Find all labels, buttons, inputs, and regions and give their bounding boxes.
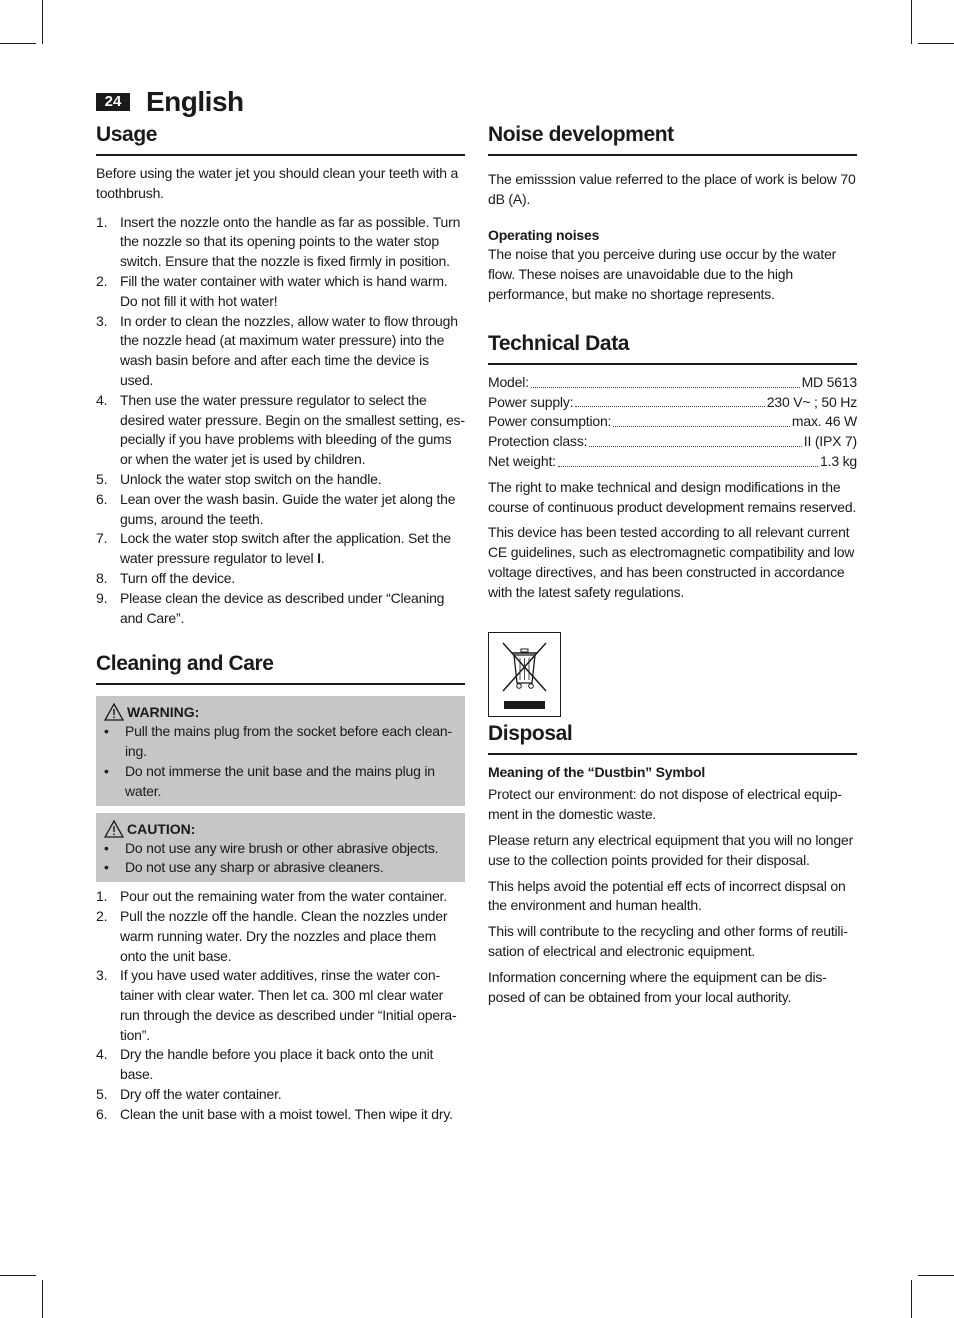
spec-row: Protection class: II (IPX 7)	[488, 433, 857, 450]
list-item: 2. Fill the water container with water which is hand warm. Do not fill it with hot water!	[96, 272, 448, 309]
list-item: 9. Please clean the device as described under “Cleaning and Care”.	[96, 589, 445, 626]
list-item: 6. Lean over the wash basin. Guide the water jet along the gums, around the teeth.	[96, 490, 456, 527]
caution-title: CAUTION:	[127, 820, 196, 837]
noise-heading: Noise development	[488, 120, 857, 156]
spec-row: Power consumption: max. 46 W	[488, 413, 857, 430]
crop-mark	[42, 1280, 43, 1318]
caution-box	[96, 813, 465, 883]
list-item: 5. Unlock the water stop switch on the handle.	[96, 470, 382, 487]
list-item: • Do not use any sharp or abrasive cleaners.	[104, 859, 384, 876]
crop-mark	[911, 1280, 912, 1318]
disposal-para-4: This will contribute to the recycling and other forms of reutili-sation of electrical and electronic equipment.	[488, 923, 848, 959]
warning-icon	[104, 703, 124, 721]
disposal-heading: Disposal	[488, 719, 857, 755]
list-item: • Pull the mains plug from the socket before each clean-ing.	[104, 723, 452, 760]
usage-steps	[96, 213, 465, 629]
crop-mark	[911, 0, 912, 44]
list-item: 1. Pour out the remaining water from the water container.	[96, 888, 447, 905]
spec-row: Power supply: 230 V~ ; 50 Hz	[488, 393, 857, 410]
list-item: 1. Insert the nozzle onto the handle as far as possible. Turn the nozzle so that its opening points to the water stop switch. Ensure that the nozzle is fixed firmly in position.	[96, 213, 461, 270]
noise-text: The emisssion value referred to the place of work is below 70 dB (A).	[488, 171, 856, 207]
usage-intro: Before using the water jet you should clean your teeth with a toothbrush.	[96, 165, 459, 201]
cleaning-steps	[96, 887, 465, 1125]
crop-mark	[918, 43, 954, 44]
spec-row: Model: MD 5613	[488, 373, 857, 390]
dustbin-symbol-heading: Meaning of the “Dustbin” Symbol	[488, 763, 706, 780]
cleaning-heading: Cleaning and Care	[96, 649, 465, 685]
disposal-para-5: Information concerning where the equipment can be dis-posed of can be obtained from your local authority.	[488, 968, 827, 1005]
crop-mark	[0, 1275, 36, 1276]
list-item: 7. Lock the water stop switch after the application. Set the water pressure regulator to level I.	[96, 530, 452, 567]
crop-mark	[42, 0, 43, 44]
crop-mark	[918, 1275, 954, 1276]
list-item: 8. Turn off the device.	[96, 569, 236, 586]
technical-heading: Technical Data	[488, 329, 857, 365]
spec-list	[488, 373, 857, 472]
list-item: • Do not immerse the unit base and the mains plug in water.	[104, 762, 435, 799]
list-item: • Do not use any wire brush or other abrasive objects.	[104, 839, 439, 856]
caution-icon	[104, 820, 124, 838]
list-item: 2. Pull the nozzle off the handle. Clean the nozzles under warm running water. Dry the nozzles and place them onto the unit base.	[96, 907, 448, 964]
technical-para-2: This device has been tested according to all relevant current CE guidelines, such as electromagnetic compatibility and low voltage directives, and has been constructed in accordance with the latest safety regulations.	[488, 524, 855, 600]
list-item: 4. Then use the water pressure regulator to select the desired water pressure. Begin on the smallest setting, es-pecially if you have problems with bleeding of the gums or when the water jet is used by children.	[96, 391, 465, 468]
list-item: 3. In order to clean the nozzles, allow water to flow through the nozzle head (at maximum water pressure) into the wash basin before and after each time the device is used.	[96, 312, 458, 388]
right-column	[488, 120, 857, 1007]
left-column	[96, 120, 465, 1125]
operating-noises-text: The noise that you perceive during use occur by the water flow. These noises are unavoidable due to the high performance, but make no shortage represents.	[488, 246, 837, 302]
crossed-dustbin-icon	[489, 633, 560, 716]
disposal-para-3: This helps avoid the potential eff ects of incorrect dispsal on the environment and human health.	[488, 877, 846, 914]
disposal-para-1: Protect our environment: do not dispose of electrical equip-ment in the domestic waste.	[488, 786, 842, 823]
page-language-title: English	[146, 86, 244, 117]
usage-heading: Usage	[96, 120, 465, 156]
spec-row: Net weight: 1.3 kg	[488, 452, 857, 469]
list-item: 3. If you have used water additives, rinse the water con-tainer with clear water. Then let ca. 300 ml clear water run through the device as described under “Initial opera-tion”.	[96, 967, 457, 1043]
list-item: 6. Clean the unit base with a moist towel. Then wipe it dry.	[96, 1105, 453, 1122]
dustbin-symbol	[488, 632, 561, 717]
technical-para-1: The right to make technical and design modifications in the course of continuous product development remains reserved.	[488, 478, 857, 515]
list-item: 5. Dry off the water container.	[96, 1086, 282, 1103]
list-item: 4. Dry the handle before you place it back onto the unit base.	[96, 1046, 434, 1083]
page-number: 24	[96, 93, 130, 111]
warning-box	[96, 696, 465, 805]
warning-title: WARNING:	[127, 704, 200, 721]
disposal-para-2: Please return any electrical equipment that you will no longer use to the collection points provided for their disposal.	[488, 831, 854, 868]
operating-noises-heading: Operating noises	[488, 226, 600, 243]
crop-mark	[0, 43, 36, 44]
